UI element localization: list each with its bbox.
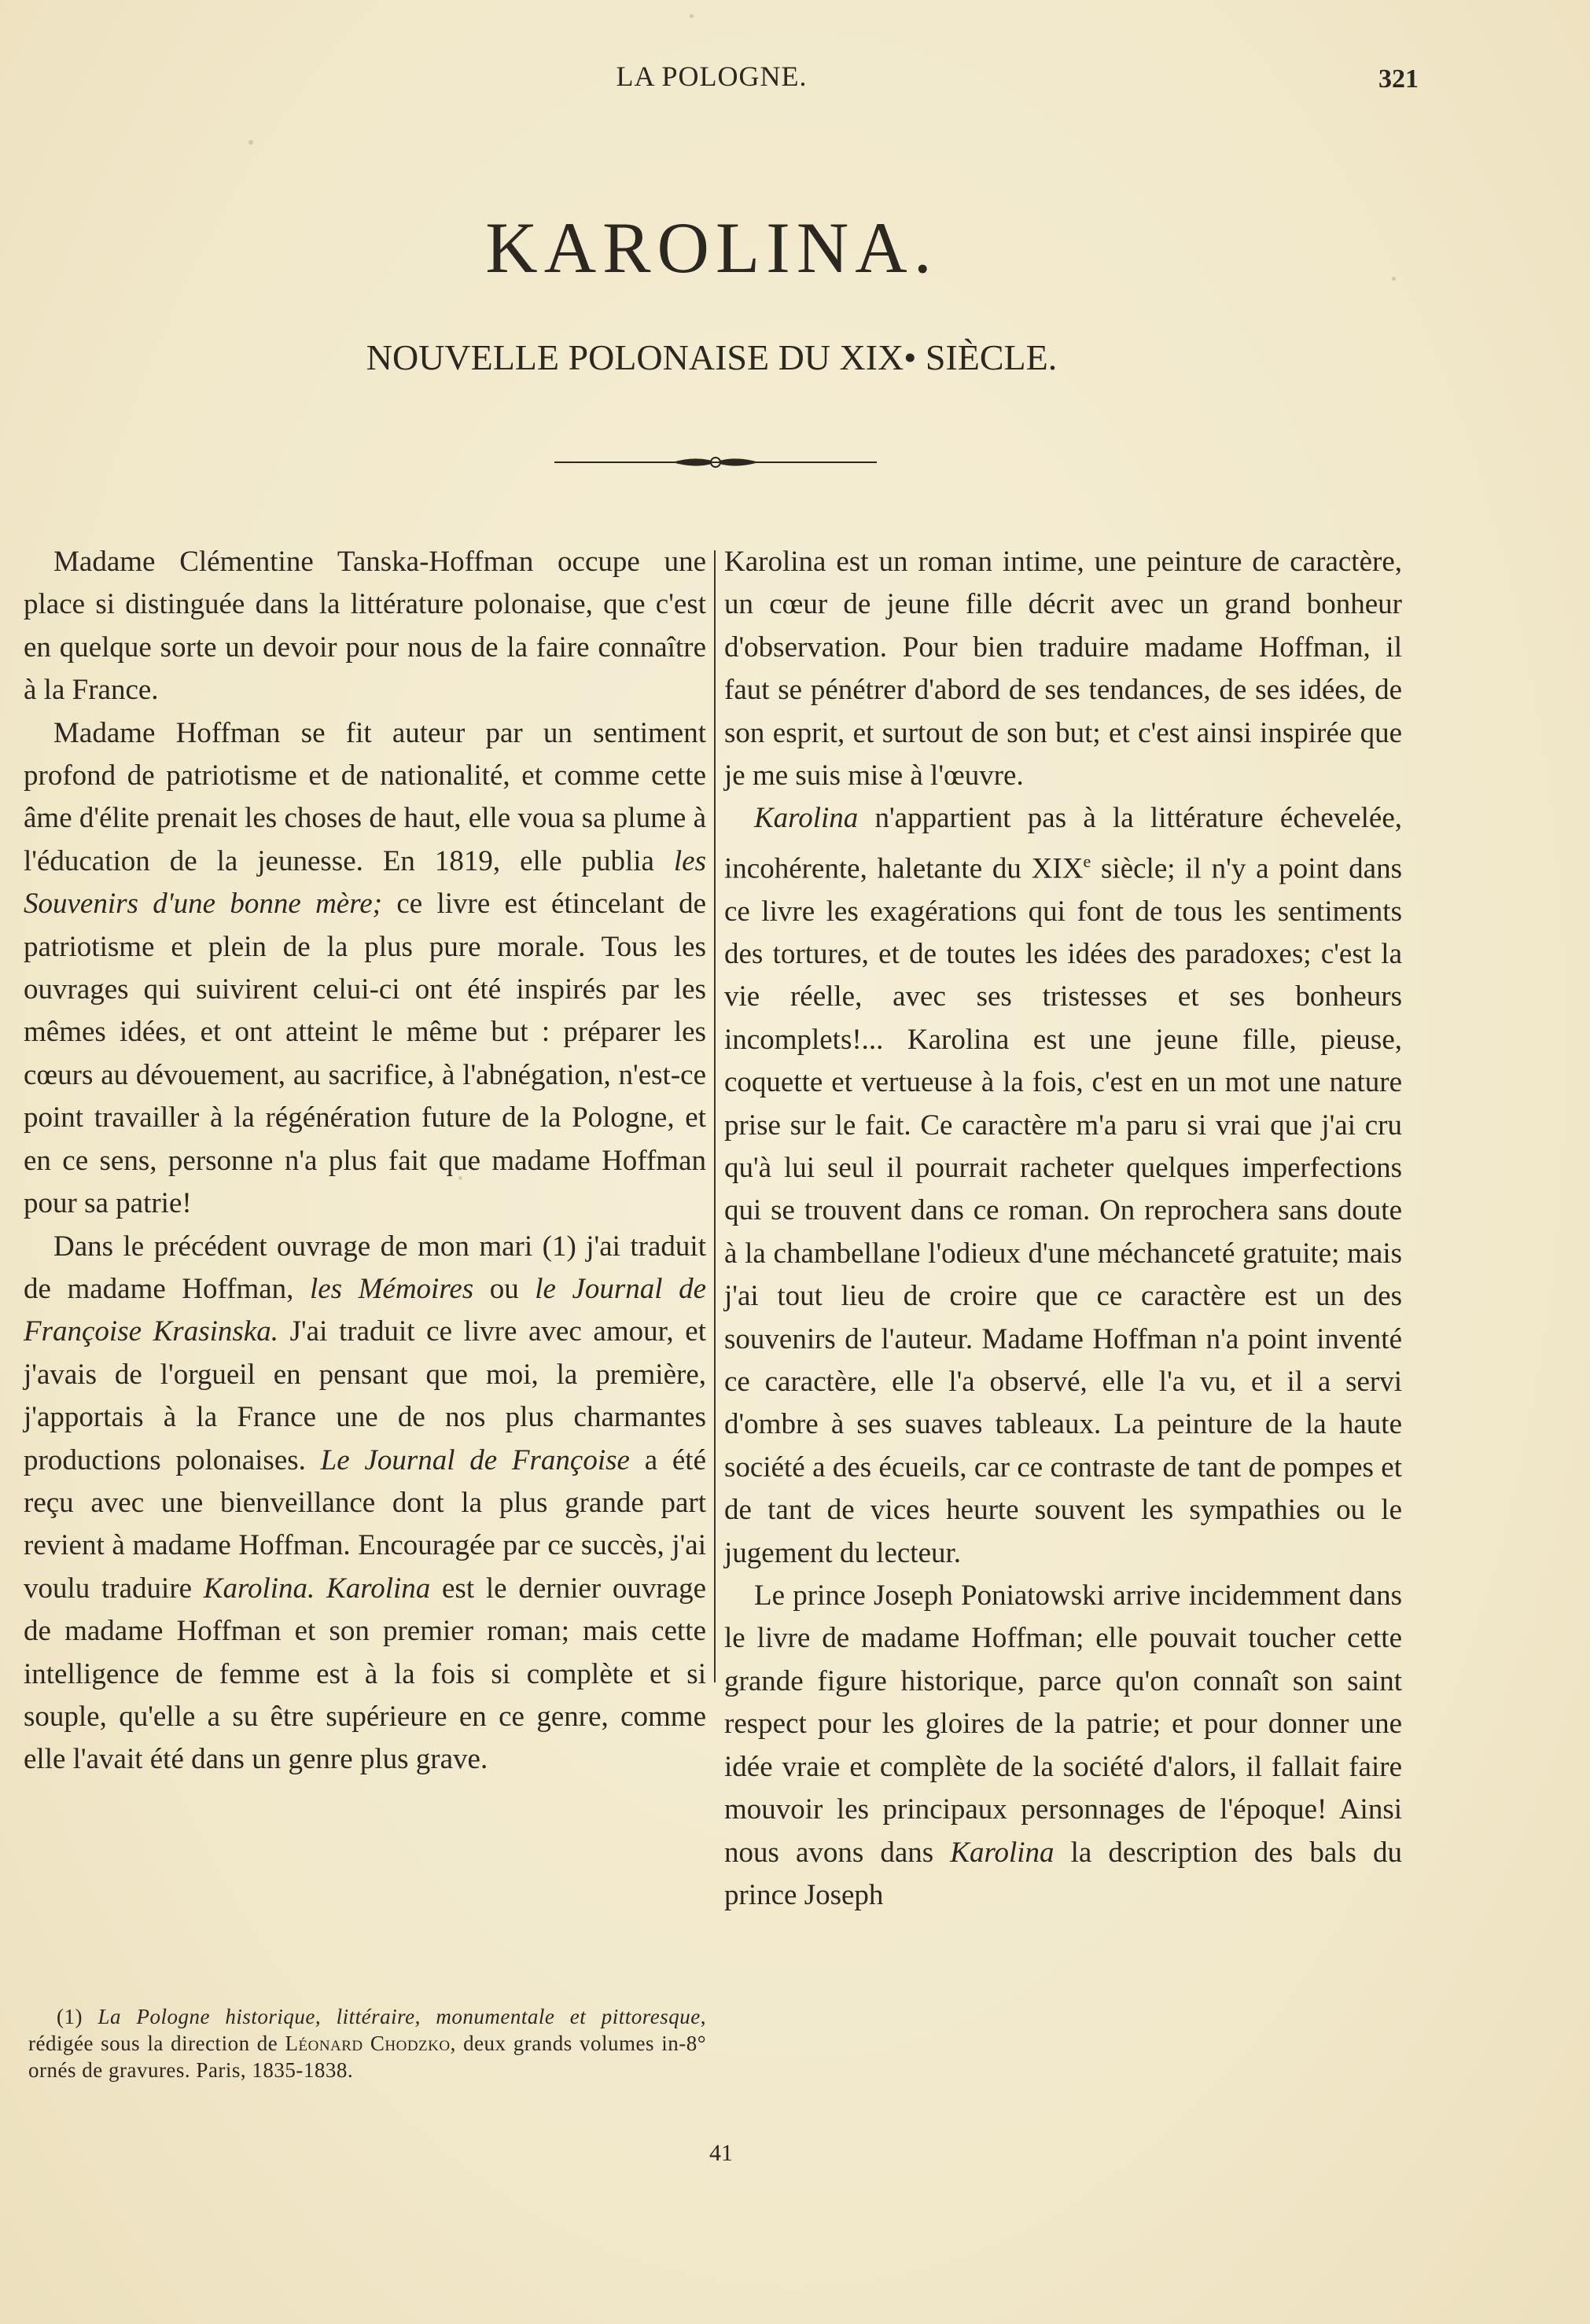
paragraph-text: siècle; il n'y a point dans ce livre les exagérations qui font de tous les sentiments des tortures, et de toutes les idées des paradoxes; c'est la vie réelle, avec ses tristesses et ses bonheurs incomplets!... Karolina est une jeune fille, pieuse, coquette et vertueuse à la fois, c'est en un mot une nature prise sur le fait. Ce caractère m'a paru si vrai que j'ai cru qu'à lui seul il pourrait racheter quelques imperfections qui se trouvent dans ce roman. On reprochera sans doute à la chambellane l'odieux d'une méchanceté gratuite; mais j'ai tout lieu de croire que ce caractère est un des souvenirs de l'auteur. Madame Hoffman n'a point inventé ce caractère, elle l'a observé, elle l'a vu, et il a servi d'ombre à ses suaves tableaux. La peinture de la haute société a des écueils, car ce contraste de tant de pompes et de tant de vices heurte souvent les sympathies ou le jugement du lecteur. [724,852,1402,1569]
footnote [28,2003,706,2083]
paper-spot [248,140,253,145]
footnote-book-title: La Pologne historique, littéraire, monumentale et pittoresque [98,2005,701,2028]
paragraph-text: J'ai traduit ce livre avec amour, et j'avais de l'orgueil en pensant que moi, la première, j'apportais à la France une de nos plus charmantes productions polonaises. [24,1315,706,1476]
superscript: e [1083,851,1091,871]
book-title: Le Journal de Françoise [320,1443,630,1476]
paragraph-text: Madame Hoffman se fit auteur par un sentiment profond de patriotisme et de nationalité, et comme cette âme d'élite prenait les choses de haut, elle voua sa plume à l'éducation de la jeunesse. En 1819, elle publia [24,716,706,877]
footnote-text: , deux grands volumes in-8° ornés de gravures. Paris, 1835-1838. [28,2032,706,2082]
column-divider [714,550,716,1682]
book-title: Karolina [754,802,859,835]
article-subtitle: NOUVELLE POLONAISE DU XIX• SIÈCLE. [366,337,1058,377]
paragraph [24,1226,706,1782]
book-title: les Souvenirs d'une bonne mère; [24,844,706,921]
paragraph [24,541,706,712]
right-column [724,541,1402,1917]
book-title: les Mémoires [309,1272,474,1305]
running-head [0,53,1590,101]
paragraph [724,797,1402,1575]
paper-spot [690,14,694,18]
paragraph-text: Le prince Joseph Poniatowski arrive incidemment dans le livre de madame Hoffman; elle pouvait toucher cette grande figure historique, parce qu'on connaît son saint respect pour les gloires de la patrie; et pour donner une idée vraie et complète de la société d'alors, il fallait faire mouvoir les principaux personnages de l'époque! Ainsi nous avons dans [724,1579,1402,1869]
paragraph-text: Madame Clémentine Tanska-Hoffman occupe une place si distinguée dans la littérature polonaise, que c'est en quelque sorte un devoir pour nous de la faire connaître à la France. [24,546,706,707]
paragraph-text: Dans le précédent ouvrage de mon mari (1) j'ai traduit de madame Hoffman, [24,1230,706,1305]
paragraph [724,541,1402,797]
decorative-rule-ornament-icon [554,453,877,472]
paragraph [24,712,706,1226]
footnote-marker: (1) [57,2005,98,2028]
paragraph-text: ou [473,1272,536,1305]
paragraph-text: n'appartient pas à la littérature échevelée, incohérente, haletante du XIX [724,802,1402,885]
paragraph-text: la description des bals du prince Joseph [724,1836,1403,1911]
paragraph-text: Karolina est un roman intime, une peinture de caractère, un cœur de jeune fille décrit avec un grand bonheur d'observation. Pour bien traduire madame Hoffman, il faut se pénétrer d'abord de ses tendances, de ses idées, de son esprit, et surtout de son but; et c'est ainsi inspirée que je me suis mise à l'œuvre. [724,546,1402,792]
article-title: KAROLINA. [485,208,938,288]
footnote-author: Léonard Chodzko [285,2032,451,2055]
paragraph-text: est le dernier ouvrage de madame Hoffman et son premier roman; mais cette intelligence de femme est à la fois si complète et si souple, qu'elle a su être supérieure en ce genre, comme elle l'avait été dans un genre plus grave. [24,1572,706,1776]
page-number: 321 [1378,64,1419,94]
paragraph-text: ce livre est étincelant de patriotisme et plein de la plus pure morale. Tous les ouvrages qui suivirent celui-ci ont été inspirés par les mêmes idées, et ont atteint le même but : préparer les cœurs au dévouement, au sacrifice, à l'abnégation, n'est-ce point travailler à la régénération future de la Pologne, et en ce sens, personne n'a plus fait que madame Hoffman pour sa patrie! [24,888,707,1220]
book-title: le Journal de Françoise Krasinska. [24,1272,706,1348]
paragraph [724,1575,1402,1917]
footnote-text: , rédigée sous la direction de [28,2005,706,2055]
paragraph-text: a été reçu avec une bienveillance dont la plus grande part revient à madame Hoffman. Encouragée par ce succès, j'ai voulu traduire [24,1443,706,1605]
book-title: Karolina. Karolina [203,1572,431,1605]
left-column [24,541,706,1782]
book-title: Karolina [950,1836,1054,1869]
running-title: LA POLOGNE. [616,61,808,92]
printer-signature-mark: 41 [709,2140,733,2166]
